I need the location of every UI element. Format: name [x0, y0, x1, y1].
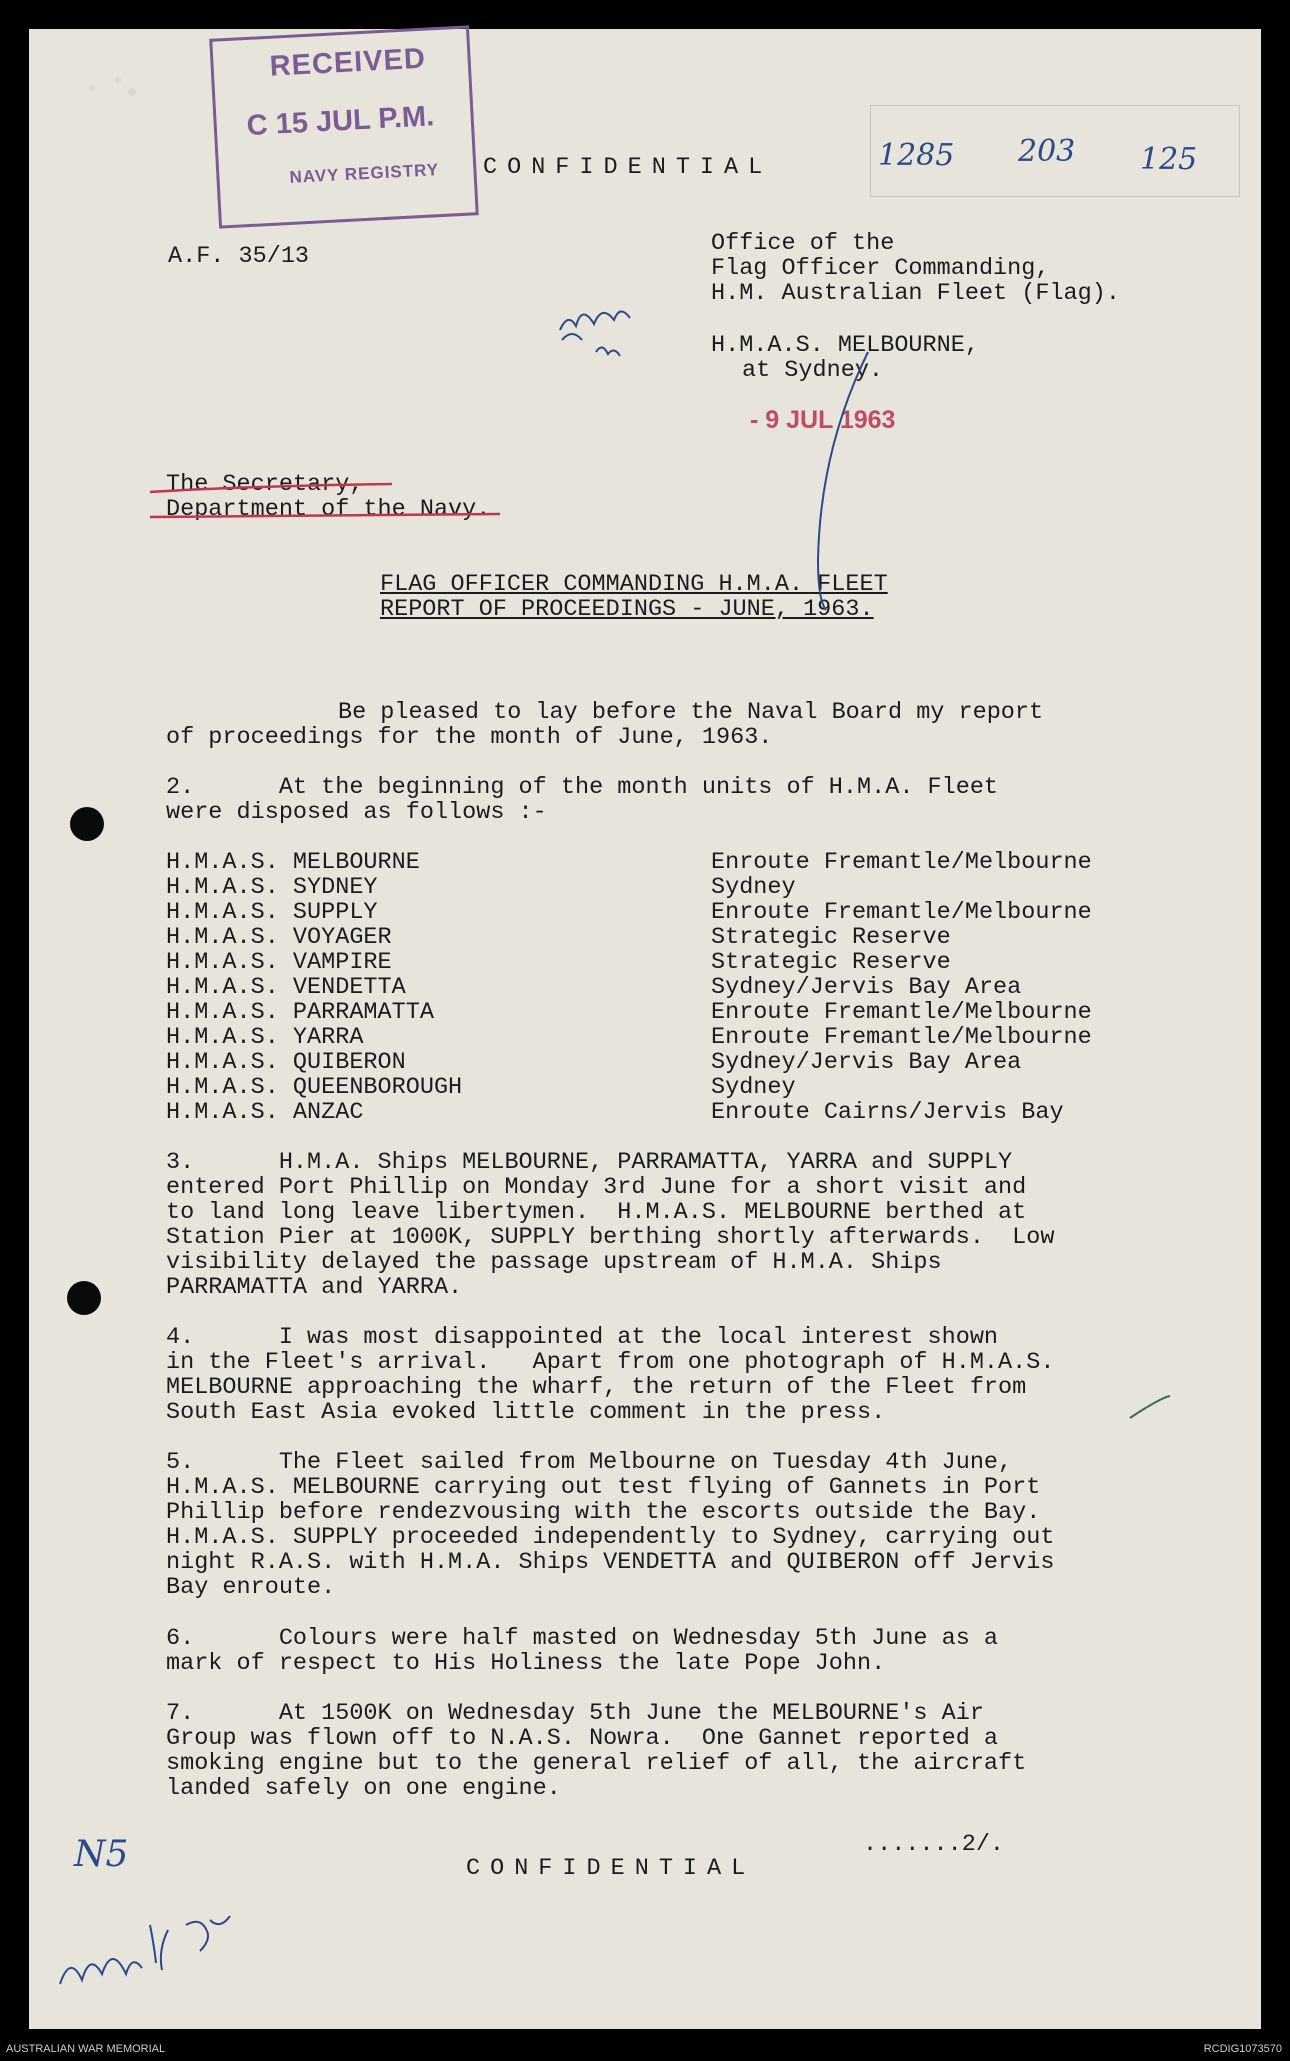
ship-row-7-status: Enroute Fremantle/Melbourne [711, 999, 1092, 1026]
red-underline-secretary [150, 484, 392, 492]
para7-line-2: Group was flown off to N.A.S. Nowra. One Gannet reported a [166, 1725, 999, 1752]
ship-row-10-name: H.M.A.S. QUEENBOROUGH [166, 1074, 463, 1101]
ship-row-9-name: H.M.A.S. QUIBERON [166, 1049, 406, 1076]
para3-line-3: to land long leave libertymen. H.M.A.S. MELBOURNE berthed at [166, 1199, 1027, 1226]
sender-line-5: at Sydney. [742, 357, 884, 384]
ship-row-4-name: H.M.A.S. VOYAGER [166, 924, 392, 951]
para6-line-2: mark of respect to His Holiness the late Pope John. [166, 1650, 886, 1677]
para1-line-2: of proceedings for the month of June, 1963. [166, 724, 773, 751]
sender-line-4: H.M.A.S. MELBOURNE, [711, 332, 979, 359]
sender-line-2: Flag Officer Commanding, [711, 255, 1050, 282]
para3-line-5: visibility delayed the passage upstream of H.M.A. Ships [166, 1249, 942, 1276]
para3-line-4: Station Pier at 1000K, SUPPLY berthing shortly afterwards. Low [166, 1224, 1055, 1251]
para3-line-6: PARRAMATTA and YARRA. [166, 1274, 463, 1301]
addressee-line-2: Department of the Navy. [166, 496, 491, 523]
handwritten-signature-bottom [60, 1916, 230, 1984]
classification-header: CONFIDENTIAL [483, 154, 773, 181]
ship-row-5-status: Strategic Reserve [711, 949, 951, 976]
para4-line-2: in the Fleet's arrival. Apart from one photograph of H.M.A.S. [166, 1349, 1055, 1376]
ship-row-8-name: H.M.A.S. YARRA [166, 1024, 364, 1051]
handwritten-note-n5: N5 [74, 1834, 129, 1875]
ship-row-11-status: Enroute Cairns/Jervis Bay [711, 1099, 1064, 1126]
addressee-line-1: The Secretary, [166, 471, 364, 498]
para3-line-2: entered Port Phillip on Monday 3rd June for a short visit and [166, 1174, 1027, 1201]
classification-footer: CONFIDENTIAL [466, 1855, 756, 1882]
ship-row-8-status: Enroute Fremantle/Melbourne [711, 1024, 1092, 1051]
reference-number: A.F. 35/13 [168, 243, 310, 270]
ship-row-2-name: H.M.A.S. SYDNEY [166, 874, 378, 901]
green-tick-mark [1130, 1396, 1170, 1418]
continuation-mark: .......2/. [863, 1831, 1005, 1858]
para5-line-2: H.M.A.S. MELBOURNE carrying out test flying of Gannets in Port [166, 1474, 1041, 1501]
date-stamp: - 9 JUL 1963 [750, 406, 896, 434]
paper-damage-marks [89, 77, 136, 96]
ship-row-1-name: H.M.A.S. MELBOURNE [166, 849, 420, 876]
para4-line-3: MELBOURNE approaching the wharf, the return of the Fleet from [166, 1374, 1027, 1401]
ship-row-7-name: H.M.A.S. PARRAMATTA [166, 999, 434, 1026]
ship-row-9-status: Sydney/Jervis Bay Area [711, 1049, 1022, 1076]
ship-row-10-status: Sydney [711, 1074, 796, 1101]
received-stamp: RECEIVED C 15 JUL P.M. NAVY REGISTRY [209, 25, 479, 228]
footer-archive-name: AUSTRALIAN WAR MEMORIAL [6, 2043, 166, 2055]
sender-line-1: Office of the [711, 230, 895, 257]
ship-row-5-name: H.M.A.S. VAMPIRE [166, 949, 392, 976]
para7-line-1: 7. At 1500K on Wednesday 5th June the MELBOURNE's Air [166, 1700, 984, 1727]
para5-line-3: Phillip before rendezvousing with the escorts outside the Bay. [166, 1499, 1041, 1526]
handwritten-initials-signature [560, 311, 630, 356]
ship-row-2-status: Sydney [711, 874, 796, 901]
handwritten-file-number-1: 1285 [878, 138, 955, 173]
ship-row-3-name: H.M.A.S. SUPPLY [166, 899, 378, 926]
para6-line-1: 6. Colours were half masted on Wednesday 5th June as a [166, 1625, 999, 1652]
para7-line-4: landed safely on one engine. [166, 1775, 561, 1802]
sender-line-3: H.M. Australian Fleet (Flag). [711, 280, 1120, 307]
para4-line-1: 4. I was most disappointed at the local interest shown [166, 1324, 999, 1351]
ship-row-1-status: Enroute Fremantle/Melbourne [711, 849, 1092, 876]
footer-archive-id: RCDIG1073570 [1203, 2043, 1282, 2055]
ship-row-11-name: H.M.A.S. ANZAC [166, 1099, 364, 1126]
ship-row-3-status: Enroute Fremantle/Melbourne [711, 899, 1092, 926]
para2-line-1: 2. At the beginning of the month units of H.M.A. Fleet [166, 774, 999, 801]
para2-line-2: were disposed as follows :- [166, 799, 547, 826]
para5-line-1: 5. The Fleet sailed from Melbourne on Tuesday 4th June, [166, 1449, 1013, 1476]
red-underline-department [150, 514, 500, 517]
para4-line-4: South East Asia evoked little comment in the press. [166, 1399, 886, 1426]
ship-row-4-status: Strategic Reserve [711, 924, 951, 951]
para5-line-6: Bay enroute. [166, 1574, 336, 1601]
ship-row-6-status: Sydney/Jervis Bay Area [711, 974, 1022, 1001]
blue-ink-line [818, 352, 868, 610]
para5-line-5: night R.A.S. with H.M.A. Ships VENDETTA and QUIBERON off Jervis [166, 1549, 1055, 1576]
para7-line-3: smoking engine but to the general relief of all, the aircraft [166, 1750, 1027, 1777]
handwritten-file-number-3: 125 [1140, 142, 1198, 177]
para3-line-1: 3. H.M.A. Ships MELBOURNE, PARRAMATTA, YARRA and SUPPLY [166, 1149, 1013, 1176]
para5-line-4: H.M.A.S. SUPPLY proceeded independently to Sydney, carrying out [166, 1524, 1055, 1551]
subject-line-2: REPORT OF PROCEEDINGS - JUNE, 1963. [380, 596, 874, 623]
ship-row-6-name: H.M.A.S. VENDETTA [166, 974, 406, 1001]
para1-line-1: Be pleased to lay before the Naval Board my report [338, 699, 1044, 726]
subject-line-1: FLAG OFFICER COMMANDING H.M.A. FLEET [380, 571, 888, 598]
handwritten-file-number-2: 203 [1018, 134, 1076, 169]
